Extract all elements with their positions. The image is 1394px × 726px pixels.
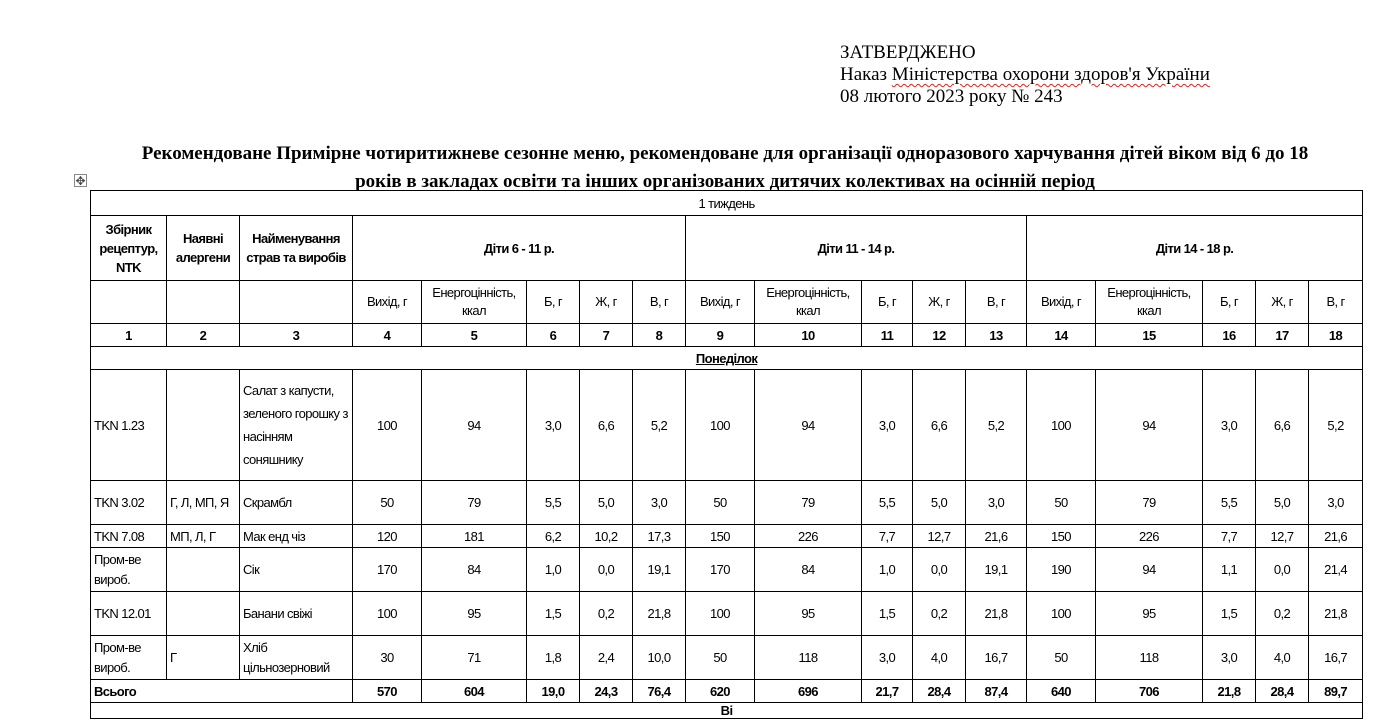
column-number: 4 (353, 324, 422, 347)
value-cell: 100 (1027, 370, 1096, 481)
value-cell: 50 (1027, 481, 1096, 525)
value-cell: 1,0 (527, 548, 580, 592)
column-number: 8 (633, 324, 686, 347)
value-cell: 226 (755, 525, 862, 548)
subheader-cell: В, г (966, 281, 1027, 324)
value-cell: 84 (422, 548, 527, 592)
column-number: 15 (1096, 324, 1203, 347)
value-cell: 100 (1027, 592, 1096, 636)
column-number: 2 (167, 324, 240, 347)
value-cell: 19,1 (966, 548, 1027, 592)
column-number: 16 (1203, 324, 1256, 347)
total-value: 89,7 (1309, 680, 1363, 703)
value-cell: 5,5 (527, 481, 580, 525)
value-cell: 5,5 (1203, 481, 1256, 525)
value-cell: 3,0 (527, 370, 580, 481)
value-cell: 0,2 (1256, 592, 1309, 636)
value-cell: 12,7 (913, 525, 966, 548)
document-title (90, 140, 1360, 196)
value-cell: 3,0 (966, 481, 1027, 525)
column-number: 6 (527, 324, 580, 347)
value-cell: 1,1 (1203, 548, 1256, 592)
value-cell: 5,0 (580, 481, 633, 525)
subheader-cell: Енергоцінність, ккал (755, 281, 862, 324)
column-number: 3 (240, 324, 353, 347)
value-cell: 1,5 (527, 592, 580, 636)
total-value: 21,7 (862, 680, 913, 703)
subheader-cell: Вихід, г (686, 281, 755, 324)
value-cell: 50 (686, 636, 755, 680)
day-row (91, 347, 1363, 370)
column-number: 12 (913, 324, 966, 347)
allergens-cell (167, 592, 240, 636)
value-cell: 4,0 (913, 636, 966, 680)
column-number: 14 (1027, 324, 1096, 347)
subheader-cell: Енергоцінність, ккал (1096, 281, 1203, 324)
value-cell: 170 (353, 548, 422, 592)
total-value: 570 (353, 680, 422, 703)
allergens-cell: МП, Л, Г (167, 525, 240, 548)
value-cell: 100 (686, 592, 755, 636)
total-value: 28,4 (913, 680, 966, 703)
subheader-cell: Енергоцінність, ккал (422, 281, 527, 324)
value-cell: 10,0 (633, 636, 686, 680)
value-cell: 118 (755, 636, 862, 680)
subheader-empty (167, 281, 240, 324)
recipe-code: TKN 12.01 (91, 592, 167, 636)
title-line-2: років в закладах освіти та інших організованих дитячих колективах на осінній період (355, 171, 1095, 192)
total-value: 28,4 (1256, 680, 1309, 703)
value-cell: 94 (1096, 370, 1203, 481)
value-cell: 79 (1096, 481, 1203, 525)
value-cell: 21,8 (966, 592, 1027, 636)
value-cell: 12,7 (1256, 525, 1309, 548)
header-group-6-11: Діти 6 - 11 р. (353, 216, 686, 281)
column-number: 18 (1309, 324, 1363, 347)
total-value: 640 (1027, 680, 1096, 703)
subheader-cell: Вихід, г (1027, 281, 1096, 324)
subheader-cell: Б, г (1203, 281, 1256, 324)
dish-name: Хліб цільнозерновий (240, 636, 353, 680)
value-cell: 50 (686, 481, 755, 525)
value-cell: 3,0 (1203, 636, 1256, 680)
week-label: 1 тиждень (91, 191, 1363, 216)
header-row (91, 216, 1363, 281)
allergens-cell (167, 370, 240, 481)
table-row (91, 548, 1363, 592)
day-label: Понеділок (695, 350, 758, 366)
total-row (91, 680, 1363, 703)
next-day-label: Ві (91, 703, 1363, 719)
total-value: 604 (422, 680, 527, 703)
approval-order (840, 64, 1210, 86)
column-number-row (91, 324, 1363, 347)
recipe-code: TKN 3.02 (91, 481, 167, 525)
approval-title: ЗАТВЕРДЖЕНО (840, 42, 976, 63)
dish-name: Банани свіжі (240, 592, 353, 636)
subheader-empty (240, 281, 353, 324)
table-row (91, 592, 1363, 636)
subheader-cell: Ж, г (913, 281, 966, 324)
column-number: 13 (966, 324, 1027, 347)
next-day-row (91, 703, 1363, 719)
value-cell: 6,6 (580, 370, 633, 481)
value-cell: 118 (1096, 636, 1203, 680)
dish-name: Скрамбл (240, 481, 353, 525)
value-cell: 3,0 (1309, 481, 1363, 525)
value-cell: 50 (353, 481, 422, 525)
value-cell: 5,2 (966, 370, 1027, 481)
value-cell: 5,2 (1309, 370, 1363, 481)
value-cell: 94 (755, 370, 862, 481)
value-cell: 100 (686, 370, 755, 481)
table-row (91, 636, 1363, 680)
value-cell: 0,0 (913, 548, 966, 592)
header-allergens: Наявні алергени (167, 216, 240, 281)
value-cell: 120 (353, 525, 422, 548)
value-cell: 71 (422, 636, 527, 680)
value-cell: 150 (1027, 525, 1096, 548)
allergens-cell: Г, Л, МП, Я (167, 481, 240, 525)
total-value: 696 (755, 680, 862, 703)
value-cell: 17,3 (633, 525, 686, 548)
value-cell: 7,7 (1203, 525, 1256, 548)
column-number: 11 (862, 324, 913, 347)
total-value: 620 (686, 680, 755, 703)
value-cell: 1,5 (862, 592, 913, 636)
value-cell: 170 (686, 548, 755, 592)
value-cell: 7,7 (862, 525, 913, 548)
total-value: 19,0 (527, 680, 580, 703)
value-cell: 6,2 (527, 525, 580, 548)
header-group-14-18: Діти 14 - 18 р. (1027, 216, 1363, 281)
recipe-code: Пром-ве вироб. (91, 548, 167, 592)
subheader-cell: Б, г (862, 281, 913, 324)
column-number: 9 (686, 324, 755, 347)
value-cell: 21,8 (633, 592, 686, 636)
allergens-cell (167, 548, 240, 592)
subheader-cell: Ж, г (580, 281, 633, 324)
total-value: 76,4 (633, 680, 686, 703)
subheader-row (91, 281, 1363, 324)
value-cell: 16,7 (966, 636, 1027, 680)
subheader-cell: Б, г (527, 281, 580, 324)
recipe-code: Пром-ве вироб. (91, 636, 167, 680)
column-number: 10 (755, 324, 862, 347)
value-cell: 190 (1027, 548, 1096, 592)
value-cell: 1,5 (1203, 592, 1256, 636)
value-cell: 150 (686, 525, 755, 548)
subheader-empty (91, 281, 167, 324)
table-row (91, 525, 1363, 548)
value-cell: 181 (422, 525, 527, 548)
value-cell: 21,4 (1309, 548, 1363, 592)
value-cell: 21,6 (966, 525, 1027, 548)
value-cell: 0,0 (1256, 548, 1309, 592)
value-cell: 79 (422, 481, 527, 525)
total-label: Всього (91, 680, 353, 703)
menu-table (90, 190, 1363, 719)
table-move-handle-icon[interactable]: ✥ (75, 174, 86, 188)
subheader-cell: Ж, г (1256, 281, 1309, 324)
value-cell: 2,4 (580, 636, 633, 680)
value-cell: 16,7 (1309, 636, 1363, 680)
value-cell: 95 (1096, 592, 1203, 636)
value-cell: 95 (755, 592, 862, 636)
value-cell: 94 (422, 370, 527, 481)
value-cell: 5,2 (633, 370, 686, 481)
subheader-cell: В, г (633, 281, 686, 324)
column-number: 5 (422, 324, 527, 347)
value-cell: 226 (1096, 525, 1203, 548)
value-cell: 3,0 (862, 370, 913, 481)
value-cell: 50 (1027, 636, 1096, 680)
value-cell: 0,2 (580, 592, 633, 636)
column-number: 7 (580, 324, 633, 347)
value-cell: 10,2 (580, 525, 633, 548)
value-cell: 21,6 (1309, 525, 1363, 548)
approval-date: 08 лютого 2023 року № 243 (840, 86, 1063, 107)
recipe-code: TKN 7.08 (91, 525, 167, 548)
value-cell: 3,0 (1203, 370, 1256, 481)
value-cell: 0,0 (580, 548, 633, 592)
value-cell: 3,0 (862, 636, 913, 680)
value-cell: 5,0 (913, 481, 966, 525)
header-collection: Збірник рецептур, NTK (91, 216, 167, 281)
value-cell: 0,2 (913, 592, 966, 636)
header-dish: Найменування страв та виробів (240, 216, 353, 281)
value-cell: 94 (1096, 548, 1203, 592)
value-cell: 95 (422, 592, 527, 636)
dish-name: Мак енд чіз (240, 525, 353, 548)
value-cell: 19,1 (633, 548, 686, 592)
column-number: 17 (1256, 324, 1309, 347)
day-cell (91, 347, 1363, 370)
table-row (91, 481, 1363, 525)
subheader-cell: Вихід, г (353, 281, 422, 324)
column-number: 1 (91, 324, 167, 347)
approval-order-prefix: Наказ (840, 64, 892, 85)
total-value: 706 (1096, 680, 1203, 703)
total-value: 24,3 (580, 680, 633, 703)
value-cell: 1,8 (527, 636, 580, 680)
value-cell: 21,8 (1309, 592, 1363, 636)
dish-name: Салат з капусти, зеленого горошку з насінням соняшнику (240, 370, 353, 481)
value-cell: 3,0 (633, 481, 686, 525)
week-row (91, 191, 1363, 216)
value-cell: 5,0 (1256, 481, 1309, 525)
allergens-cell: Г (167, 636, 240, 680)
total-value: 87,4 (966, 680, 1027, 703)
dish-name: Сік (240, 548, 353, 592)
value-cell: 100 (353, 592, 422, 636)
value-cell: 84 (755, 548, 862, 592)
value-cell: 79 (755, 481, 862, 525)
value-cell: 30 (353, 636, 422, 680)
value-cell: 6,6 (1256, 370, 1309, 481)
table-row (91, 370, 1363, 481)
header-group-11-14: Діти 11 - 14 р. (686, 216, 1027, 281)
approval-ministry: Міністерства охорони здоров'я України (891, 64, 1210, 85)
value-cell: 1,0 (862, 548, 913, 592)
approval-block (840, 42, 1210, 108)
value-cell: 100 (353, 370, 422, 481)
value-cell: 4,0 (1256, 636, 1309, 680)
value-cell: 6,6 (913, 370, 966, 481)
total-value: 21,8 (1203, 680, 1256, 703)
subheader-cell: В, г (1309, 281, 1363, 324)
value-cell: 5,5 (862, 481, 913, 525)
title-line-1: Рекомендоване Примірне чотиритижневе сезонне меню, рекомендоване для організації одноразового харчування дітей віком від 6 до 18 (141, 143, 1309, 164)
recipe-code: TKN 1.23 (91, 370, 167, 481)
